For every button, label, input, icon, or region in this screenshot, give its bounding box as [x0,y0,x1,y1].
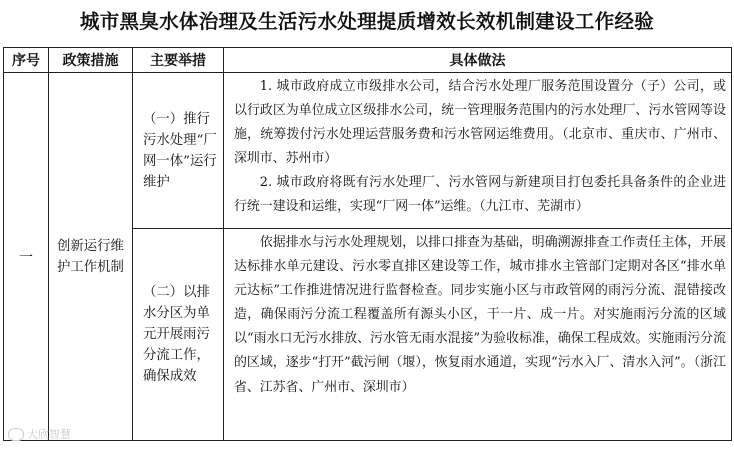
practice-cell [224,229,732,441]
measure-label: （一）推行污水处理“厂网一体”运行维护 [133,73,224,229]
wechat-logo-icon [8,428,24,441]
row-index: 一 [4,73,49,441]
measure-label: （二）以排水分区为单元开展雨污分流工作，确保成效 [133,229,224,441]
header-practice: 具体做法 [224,48,732,73]
header-policy: 政策措施 [49,48,133,73]
practice-paragraph: 2. 城市政府将既有污水处理厂、污水管网与新建项目打包委托具备条件的企业进行统一建设和运维，实现“厂网一体”运维。（九江市、芜湖市） [234,175,726,215]
table-row [4,73,732,229]
table-header-row [4,48,732,73]
header-measures: 主要举措 [133,48,224,73]
document-title: 城市黑臭水体治理及生活污水处理提质增效长效机制建设工作经验 [79,10,655,33]
watermark-text: 大欣智慧 [27,428,71,441]
practice-paragraph: 依据排水与污水处理规划，以排口排查为基础，明确溯源排查工作责任主体，开展达标排水单元建设、污水零直排区建设等工作，城市排水主管部门定期对各区“排水单元达标”工作推进情况进行监督检查。同步实施小区与市政管网的雨污分流、混错接改造，确保雨污分流工程覆盖所有源头小区，干一片、成一片。对实施雨污分流的区域以“雨水口无污水排放、污水管无雨水混接”为验收标准，确保工程成效。实施雨污分流的区域，逐步“打开”截污闸（堰），恢复雨水通道，实现“污水入厂、清水入河”。（浙江省、江苏省、广州市、深圳市） [234,235,726,395]
header-index: 序号 [4,48,49,73]
row-policy: 创新运行维护工作机制 [49,73,133,441]
practice-paragraph: 1. 城市政府成立市级排水公司，结合污水处理厂服务范围设置分（子）公司，或以行政区为单位成立区级排水公司，统一管理服务范围内的污水处理厂、污水管网等设施，统筹拨付污水处理运营服务费和污水管网运维费用。（北京市、重庆市、广州市、深圳市、苏州市） [234,79,726,167]
watermark [8,426,71,442]
measures-table [3,47,732,441]
practice-cell [224,73,732,229]
